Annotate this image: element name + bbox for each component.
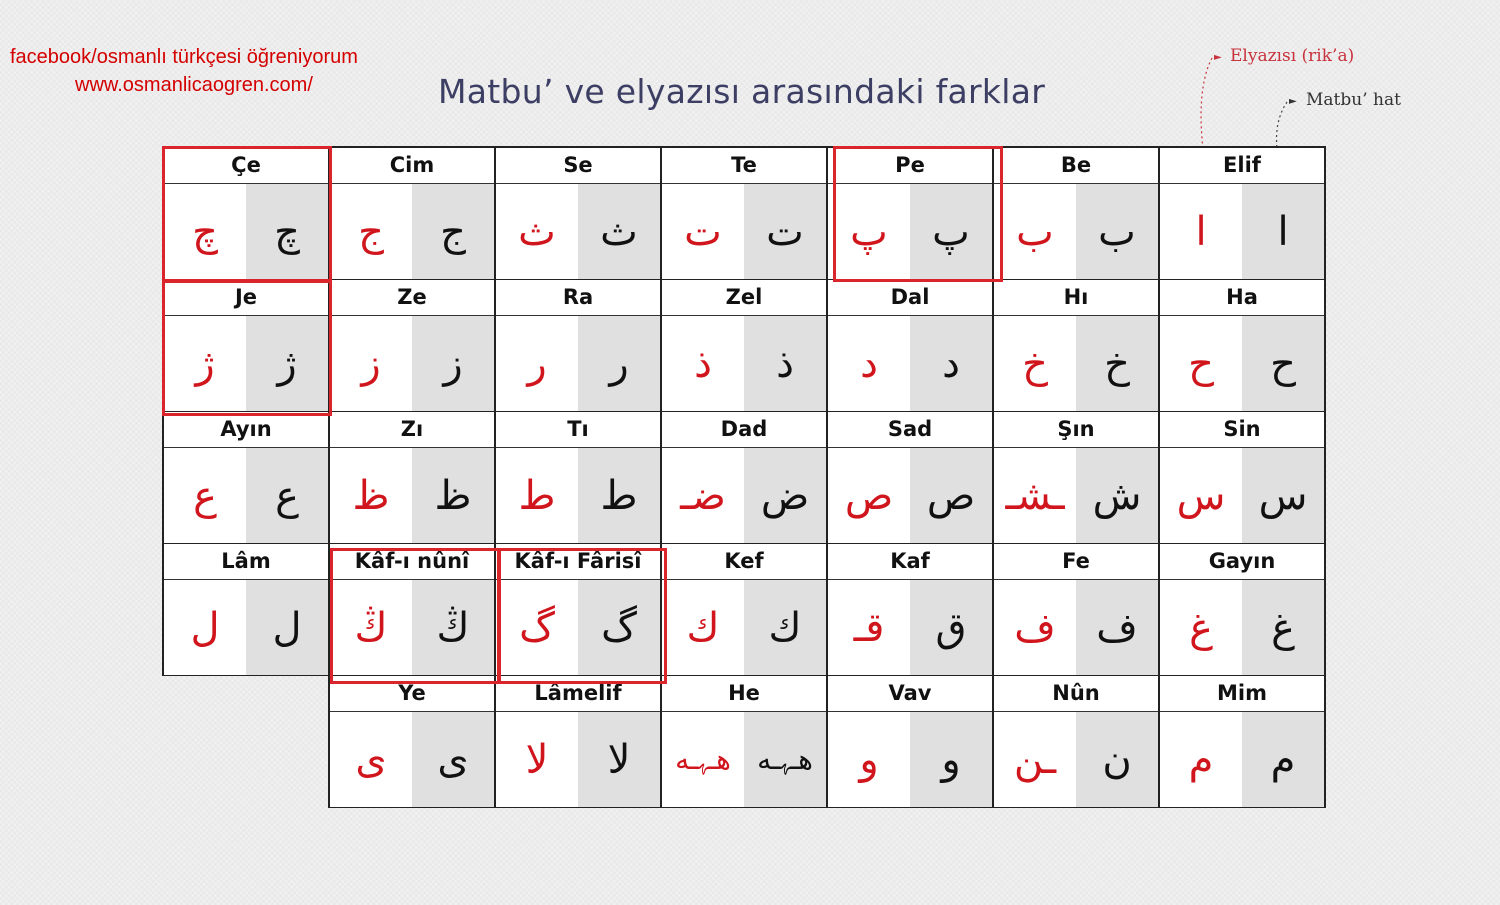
letter-cell (163, 147, 329, 279)
letter-forms (828, 184, 992, 279)
letter-cell (329, 279, 495, 411)
letter-name: Sin (1160, 412, 1324, 448)
letter-card (164, 544, 328, 674)
letter-cell (1159, 279, 1325, 411)
print-form: ج (412, 184, 494, 279)
letter-name: Mim (1160, 676, 1324, 712)
letter-cell (993, 279, 1159, 411)
letter-cell (163, 543, 329, 675)
print-form: ب (1076, 184, 1158, 279)
letter-card (662, 676, 826, 806)
letter-forms (994, 448, 1158, 543)
letter-name: Lâmelif (496, 676, 660, 712)
letter-forms (1160, 580, 1324, 675)
print-form: ن (1076, 712, 1158, 807)
handwriting-form: چ (164, 184, 246, 279)
handwriting-form: ت (662, 184, 744, 279)
alphabet-table (162, 146, 1326, 808)
handwriting-form: ب (994, 184, 1076, 279)
letter-card (662, 544, 826, 674)
letter-name: Fe (994, 544, 1158, 580)
print-form: ذ (744, 316, 826, 411)
letter-card (662, 412, 826, 542)
letter-forms (496, 580, 660, 675)
letter-forms (330, 184, 494, 279)
letter-cell (329, 675, 495, 807)
letter-cell (661, 411, 827, 543)
letter-card (330, 544, 494, 674)
handwriting-form: ذ (662, 316, 744, 411)
letter-card (1160, 148, 1324, 278)
letter-cell (661, 543, 827, 675)
letter-card (496, 676, 660, 806)
letter-forms (1160, 448, 1324, 543)
print-form: د (910, 316, 992, 411)
print-form: ل (246, 580, 328, 675)
letter-cell (163, 411, 329, 543)
letter-cell (329, 411, 495, 543)
letter-name: Şın (994, 412, 1158, 448)
letter-cell (993, 147, 1159, 279)
handwriting-form: ا (1160, 184, 1242, 279)
letter-forms (496, 712, 660, 807)
letter-name: Nûn (994, 676, 1158, 712)
letter-cell (495, 279, 661, 411)
letter-card (1160, 280, 1324, 410)
print-form: ش (1076, 448, 1158, 543)
letter-name: Te (662, 148, 826, 184)
letter-card (828, 148, 992, 278)
letter-cell (993, 411, 1159, 543)
letter-name: Dal (828, 280, 992, 316)
letter-card (164, 148, 328, 278)
letter-card (828, 544, 992, 674)
letter-forms (994, 580, 1158, 675)
print-form: غ (1242, 580, 1324, 675)
letter-name: Je (164, 280, 328, 316)
letter-card (330, 412, 494, 542)
table-row (163, 675, 1325, 807)
print-form: ط (578, 448, 660, 543)
letter-cell (329, 543, 495, 675)
letter-name: Kâf-ı nûnî (330, 544, 494, 580)
letter-cell (495, 543, 661, 675)
letter-cell (827, 675, 993, 807)
letter-cell (329, 147, 495, 279)
letter-name: Gayın (1160, 544, 1324, 580)
website-credit: www.osmanlicaogren.com/ (75, 74, 313, 96)
handwriting-form: ل (164, 580, 246, 675)
letter-forms (330, 316, 494, 411)
letter-name: Ye (330, 676, 494, 712)
letter-name: Sad (828, 412, 992, 448)
letter-forms (994, 712, 1158, 807)
print-form: ت (744, 184, 826, 279)
letter-card (994, 280, 1158, 410)
handwriting-form: ـشـ (994, 448, 1076, 543)
letter-name: Kaf (828, 544, 992, 580)
legend-print-arrow-icon: ► (1289, 96, 1297, 107)
letter-card (1160, 544, 1324, 674)
handwriting-form: ڭ (330, 580, 412, 675)
handwriting-form: ر (496, 316, 578, 411)
print-form: ف (1076, 580, 1158, 675)
print-form: ز (412, 316, 494, 411)
letter-forms (662, 184, 826, 279)
letter-card (164, 280, 328, 410)
handwriting-form: خ (994, 316, 1076, 411)
letter-name: Tı (496, 412, 660, 448)
print-form: ا (1242, 184, 1324, 279)
letter-name: Hı (994, 280, 1158, 316)
letter-forms (994, 184, 1158, 279)
handwriting-form: ى (330, 712, 412, 807)
handwriting-form: پ (828, 184, 910, 279)
letter-forms (164, 184, 328, 279)
letter-name: Kef (662, 544, 826, 580)
print-form: ص (910, 448, 992, 543)
letter-name: Vav (828, 676, 992, 712)
handwriting-form: و (828, 712, 910, 807)
print-form: ژ (246, 316, 328, 411)
letter-forms (496, 184, 660, 279)
print-form: ى (412, 712, 494, 807)
letter-cell (163, 279, 329, 411)
handwriting-form: م (1160, 712, 1242, 807)
letter-card (994, 148, 1158, 278)
letter-forms (330, 448, 494, 543)
letter-card (662, 148, 826, 278)
letter-card (496, 148, 660, 278)
handwriting-form: لا (496, 712, 578, 807)
letter-forms (828, 580, 992, 675)
print-form: ڭ (412, 580, 494, 675)
letter-forms (496, 448, 660, 543)
letter-cell (827, 147, 993, 279)
legend-handwriting-arrow-icon: ► (1214, 52, 1222, 63)
letter-cell (661, 675, 827, 807)
letter-name: Elif (1160, 148, 1324, 184)
letter-card (330, 280, 494, 410)
letter-forms (994, 316, 1158, 411)
handwriting-form: ف (994, 580, 1076, 675)
letter-name: Çe (164, 148, 328, 184)
letter-card (1160, 412, 1324, 542)
legend-handwriting: Elyazısı (rik’a) (1230, 46, 1355, 66)
print-form: خ (1076, 316, 1158, 411)
handwriting-form: ث (496, 184, 578, 279)
table-row (163, 147, 1325, 279)
print-form: گ (578, 580, 660, 675)
letter-card (164, 412, 328, 542)
letter-forms (164, 580, 328, 675)
letter-name: Ze (330, 280, 494, 316)
letter-name: Be (994, 148, 1158, 184)
handwriting-form: د (828, 316, 910, 411)
legend-print: Matbu’ hat (1306, 90, 1401, 110)
print-form: ك (744, 580, 826, 675)
letter-forms (662, 316, 826, 411)
letter-card (662, 280, 826, 410)
handwriting-form: س (1160, 448, 1242, 543)
handwriting-form: ص (828, 448, 910, 543)
print-form: پ (910, 184, 992, 279)
print-form: ث (578, 184, 660, 279)
handwriting-form: ظ (330, 448, 412, 543)
letter-card (828, 280, 992, 410)
handwriting-form: گ (496, 580, 578, 675)
letter-name: Pe (828, 148, 992, 184)
letter-card (1160, 676, 1324, 806)
facebook-credit: facebook/osmanlı türkçesi öğreniyorum (10, 46, 358, 68)
handwriting-form: ژ (164, 316, 246, 411)
letter-forms (1160, 184, 1324, 279)
handwriting-form: ك (662, 580, 744, 675)
letter-card (828, 676, 992, 806)
letter-forms (662, 580, 826, 675)
letter-name: Zel (662, 280, 826, 316)
letter-card (994, 412, 1158, 542)
letter-forms (662, 712, 826, 807)
letter-name: Kâf-ı Fârisî (496, 544, 660, 580)
table-row (163, 411, 1325, 543)
letter-forms (496, 316, 660, 411)
print-form: ح (1242, 316, 1324, 411)
letter-cell (495, 147, 661, 279)
handwriting-form: ز (330, 316, 412, 411)
handwriting-form: ـن (994, 712, 1076, 807)
handwriting-form: ج (330, 184, 412, 279)
letter-name: Ayın (164, 412, 328, 448)
letter-forms (828, 316, 992, 411)
letter-name: Ha (1160, 280, 1324, 316)
handwriting-form: ضـ (662, 448, 744, 543)
letter-cell (993, 675, 1159, 807)
letter-forms (330, 580, 494, 675)
letter-forms (164, 448, 328, 543)
print-form: لا (578, 712, 660, 807)
letter-forms (1160, 316, 1324, 411)
print-form: ع (246, 448, 328, 543)
print-form: ظ (412, 448, 494, 543)
letter-cell (1159, 147, 1325, 279)
letter-card (330, 148, 494, 278)
letter-forms (828, 712, 992, 807)
print-form: ض (744, 448, 826, 543)
table-row (163, 279, 1325, 411)
handwriting-form: قـ (828, 580, 910, 675)
letter-cell (661, 147, 827, 279)
letter-cell (1159, 411, 1325, 543)
letter-name: Dad (662, 412, 826, 448)
letter-card (828, 412, 992, 542)
letter-forms (662, 448, 826, 543)
print-form: و (910, 712, 992, 807)
letter-name: Cim (330, 148, 494, 184)
handwriting-form: غ (1160, 580, 1242, 675)
handwriting-form: ع (164, 448, 246, 543)
letter-card (330, 676, 494, 806)
letter-forms (330, 712, 494, 807)
letter-cell (1159, 675, 1325, 807)
letter-name: Ra (496, 280, 660, 316)
print-form: چ (246, 184, 328, 279)
letter-name: Se (496, 148, 660, 184)
empty-cell (163, 675, 329, 807)
letter-card (994, 544, 1158, 674)
letter-card (496, 544, 660, 674)
print-form: ر (578, 316, 660, 411)
letter-card (994, 676, 1158, 806)
letter-cell (495, 675, 661, 807)
letter-cell (495, 411, 661, 543)
handwriting-form: ط (496, 448, 578, 543)
letter-card (496, 280, 660, 410)
letter-cell (827, 279, 993, 411)
letter-forms (828, 448, 992, 543)
letter-cell (1159, 543, 1325, 675)
page-title: Matbu’ ve elyazısı arasındaki farklar (438, 72, 1046, 111)
print-form: ق (910, 580, 992, 675)
letter-forms (164, 316, 328, 411)
table-row (163, 543, 1325, 675)
letter-cell (827, 411, 993, 543)
letter-name: Lâm (164, 544, 328, 580)
letter-card (496, 412, 660, 542)
letter-forms (1160, 712, 1324, 807)
print-form: س (1242, 448, 1324, 543)
letter-name: He (662, 676, 826, 712)
letter-cell (827, 543, 993, 675)
handwriting-form: ح (1160, 316, 1242, 411)
handwriting-form: هـﮩـه (662, 712, 744, 807)
letter-cell (993, 543, 1159, 675)
letter-name: Zı (330, 412, 494, 448)
letter-cell (661, 279, 827, 411)
print-form: هـﮩـه (744, 712, 826, 807)
print-form: م (1242, 712, 1324, 807)
